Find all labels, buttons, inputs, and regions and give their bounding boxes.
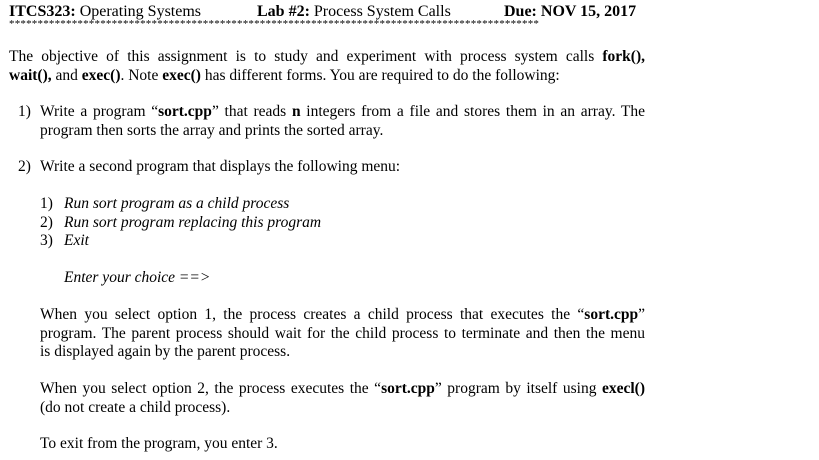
menu-item-2-label: Run sort program replacing this program <box>64 214 322 231</box>
exit-instruction: To exit from the program, you enter 3. <box>40 435 278 452</box>
menu-item-1-number: 1) <box>40 195 53 212</box>
wait-call: wait(), <box>9 67 52 84</box>
option1-line-3: is displayed again by the parent process. <box>40 343 291 360</box>
exec-call-2: exec() <box>162 67 201 84</box>
item2-number: 2) <box>18 158 31 175</box>
sort-cpp: sort.cpp <box>158 103 212 120</box>
sort-cpp-3: sort.cpp <box>381 380 435 397</box>
option2-line-2: (do not create a child process). <box>40 399 231 416</box>
menu-item-3-number: 3) <box>40 232 53 249</box>
item1-text-a: Write a program “ <box>40 103 159 120</box>
intro-line-1 <box>9 48 645 66</box>
item1-line-2: program then sorts the array and prints the sorted array. <box>40 122 384 139</box>
intro-line-2 <box>9 67 560 85</box>
intro-rest: has different forms. You are required to do the following: <box>200 67 560 84</box>
menu-item-1-label: Run sort program as a child process <box>64 195 290 212</box>
header-divider: ********************************************************************************************* <box>9 18 540 30</box>
exec-call: exec() <box>81 67 121 84</box>
item2-text: Write a second program that displays the following menu: <box>40 158 401 175</box>
n-var: n <box>291 103 301 120</box>
option2-text-a: When you select option 2, the process executes the “ <box>40 380 382 397</box>
fork-call: fork(), <box>602 48 645 65</box>
lab-name: Process System Calls <box>313 3 451 20</box>
option1-text-b: ” <box>638 306 645 323</box>
intro-text: The objective of this assignment is to study and experiment with process system calls <box>9 48 603 65</box>
option2-text-b: ” program by itself using <box>434 380 602 397</box>
menu-item-3-label: Exit <box>64 232 89 249</box>
course-code: ITCS323: <box>9 3 76 20</box>
execl-call: execl() <box>601 380 645 397</box>
option1-line-1 <box>40 306 645 324</box>
due-date: NOV 15, 2017 <box>540 3 637 20</box>
course-name: Operating Systems <box>79 3 202 20</box>
item1-number: 1) <box>18 103 31 120</box>
intro-and: and <box>51 67 82 84</box>
choice-prompt: Enter your choice ==> <box>64 269 211 286</box>
option1-text-a: When you select option 1, the process creates a child process that executes the “ <box>40 306 585 323</box>
item1-text-c: integers from a file and stores them in an array. The <box>300 103 645 120</box>
lab-label: Lab #2: <box>257 3 310 20</box>
item1-text-b: ” that reads <box>211 103 292 120</box>
intro-note: . Note <box>120 67 163 84</box>
option1-line-2: program. The parent process should wait for the child process to terminate and then the menu <box>40 325 645 342</box>
option2-line-1 <box>40 380 645 398</box>
menu-item-2-number: 2) <box>40 214 53 231</box>
due-label: Due: <box>504 3 537 20</box>
item1-line-1 <box>40 103 645 121</box>
sort-cpp-2: sort.cpp <box>584 306 639 323</box>
